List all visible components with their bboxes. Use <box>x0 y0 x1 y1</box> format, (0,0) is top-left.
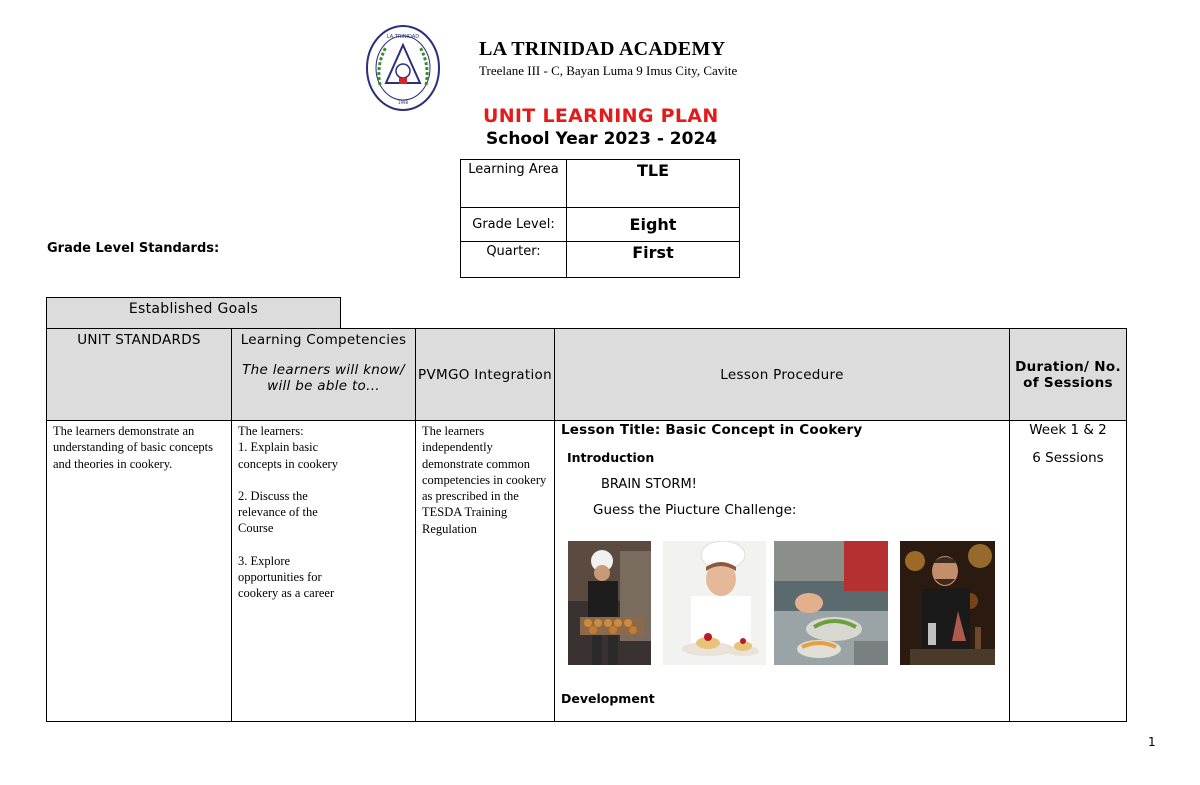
bartender-pouring-photo <box>900 541 995 665</box>
pastry-chef-plating-photo <box>663 541 766 665</box>
info-row-learning-area <box>461 160 740 208</box>
competencies-cell <box>232 421 416 722</box>
pvmgo-text: The learners independently demonstrate common competencies in cookery as prescribed in the TESDA Training Regulation <box>422 424 547 536</box>
school-year: School Year 2023 - 2024 <box>486 129 718 149</box>
info-value: First <box>567 242 740 278</box>
info-value: Eight <box>567 208 740 242</box>
cook-plating-dish-photo <box>774 541 888 665</box>
header-lesson-procedure: Lesson Procedure <box>555 329 1010 421</box>
header-pvmgo: PVMGO Integration <box>416 329 555 421</box>
school-logo <box>366 25 440 111</box>
competencies-intro: The learners: <box>238 424 304 438</box>
info-label: Quarter: <box>461 242 567 278</box>
school-address: Treelane III - C, Bayan Luma 9 Imus City, Cavite <box>479 63 738 78</box>
unit-standards-cell <box>47 421 232 722</box>
header-unit-standards: UNIT STANDARDS <box>47 329 232 421</box>
pvmgo-cell <box>416 421 555 722</box>
plan-title: UNIT LEARNING PLAN <box>483 105 719 127</box>
unit-standards-text: The learners demonstrate an understanding of basic concepts and theories in cookery. <box>53 424 214 471</box>
page-number: 1 <box>1148 735 1156 749</box>
brain-storm-text: BRAIN STORM! <box>601 477 697 492</box>
grade-level-standards-label: Grade Level Standards: <box>47 241 220 256</box>
school-name: LA TRINIDAD ACADEMY <box>479 38 726 60</box>
svg-text:1998: 1998 <box>397 100 409 105</box>
info-label: Learning Area <box>461 160 567 208</box>
competency-item: 2. Discuss the relevance of the Course <box>238 488 318 536</box>
header-learning-competencies <box>232 329 416 421</box>
duration-cell <box>1010 421 1127 722</box>
info-row-quarter <box>461 242 740 278</box>
competency-item: 1. Explain basic concepts in cookery <box>238 440 338 471</box>
established-goals-label: Established Goals <box>46 297 341 330</box>
competency-item: 3. Explore opportunities for cookery as a career <box>238 553 335 601</box>
guess-challenge-text: Guess the Piucture Challenge: <box>593 502 797 518</box>
svg-text:LA TRINIDAD: LA TRINIDAD <box>386 34 420 40</box>
header-learning-competencies-subtitle: The learners will know/ will be able to... <box>242 362 405 394</box>
header-learning-competencies-title: Learning Competencies <box>240 332 407 348</box>
table-row <box>47 421 1127 722</box>
info-value: TLE <box>567 160 740 208</box>
header-duration: Duration/ No. of Sessions <box>1010 329 1127 421</box>
duration-sessions: 6 Sessions <box>1032 450 1104 466</box>
duration-week: Week 1 & 2 <box>1029 422 1107 438</box>
unit-plan-table <box>46 328 1127 722</box>
info-label: Grade Level: <box>461 208 567 242</box>
development-heading: Development <box>561 691 655 706</box>
introduction-heading: Introduction <box>567 450 655 465</box>
info-table <box>460 159 740 278</box>
baker-with-bread-tray-photo <box>568 541 651 665</box>
table-header-row <box>47 329 1127 421</box>
lesson-title: Lesson Title: Basic Concept in Cookery <box>561 422 863 438</box>
lesson-procedure-cell <box>555 421 1010 722</box>
info-row-grade-level <box>461 208 740 242</box>
